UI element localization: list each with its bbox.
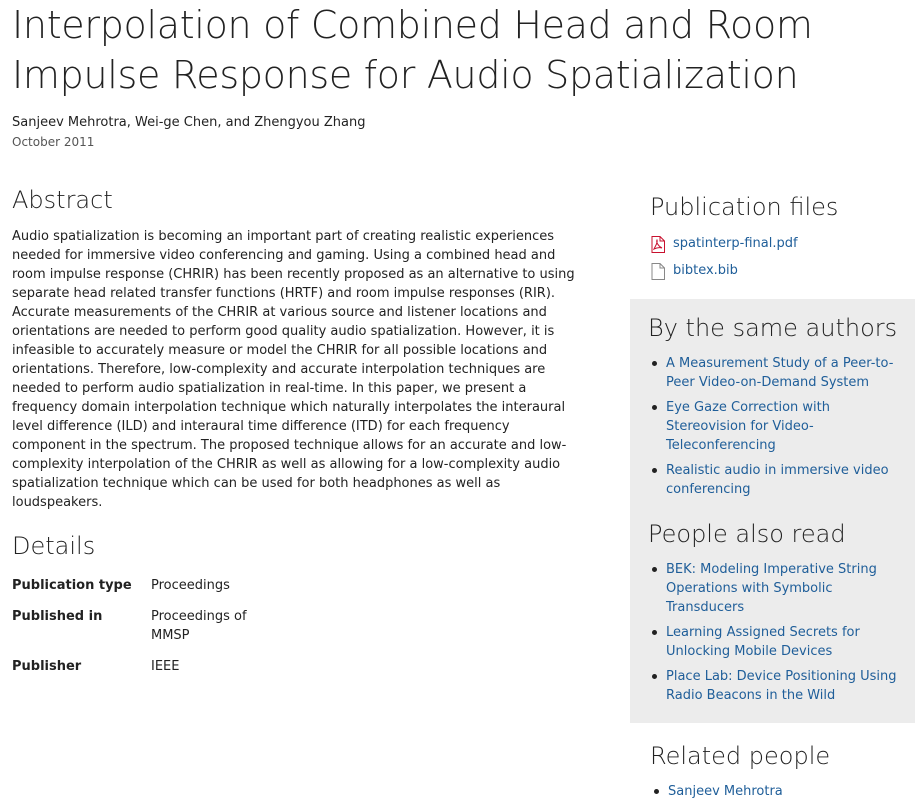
document-file-icon	[650, 263, 666, 280]
also-read-link[interactable]: BEK: Modeling Imperative String Operations with Symbolic Transducers	[666, 562, 877, 615]
people-also-read-heading: People also read	[648, 520, 846, 548]
publication-date: October 2011	[12, 135, 95, 149]
same-authors-list	[666, 354, 906, 505]
abstract-text: Audio spatialization is becoming an important part of creating realistic experiences needed for immersive video conferencing and gaming. Using a combined head and room impulse response (CHRIR) has been recently proposed as an alternative to using separate head related transfer functions (HRTF) and room impulse responses (RIR). Accurate measurements of the CHRIR at various source and listener locations and orientations are needed to perform good quality audio spatialization. However, it is infeasible to accurately measure or model the CHRIR for all possible locations and orientations. Therefore, low-complexity and accurate interpolation techniques are needed to perform audio spatialization in real-time. In this paper, we present a frequency domain interpolation technique which naturally interpolates the interaural level difference (ILD) and interaural time difference (ITD) for each frequency component in the spectrum. The proposed technique allows for an accurate and low-complexity interpolation of the CHRIR as well as allowing for a low-complexity audio spatialization technique which can be used for both headphones as well as loudspeakers.	[12, 229, 575, 510]
details-row-publication-type	[12, 576, 332, 595]
same-authors-link[interactable]: Realistic audio in immersive video conferencing	[666, 463, 889, 497]
same-authors-link[interactable]: Eye Gaze Correction with Stereovision for Video-Teleconferencing	[666, 400, 830, 453]
related-people-heading: Related people	[650, 742, 831, 770]
pdf-file-icon	[650, 236, 666, 253]
details-label: Published in	[12, 609, 103, 624]
details-table	[12, 576, 332, 688]
details-row-published-in	[12, 607, 332, 645]
also-read-link[interactable]: Learning Assigned Secrets for Unlocking Mobile Devices	[666, 625, 860, 659]
also-read-link[interactable]: Place Lab: Device Positioning Using Radio Beacons in the Wild	[666, 669, 897, 703]
people-also-read-list	[666, 560, 906, 711]
page-title: Interpolation of Combined Head and Room Impulse Response for Audio Spatialization	[12, 3, 813, 97]
list-item	[666, 667, 906, 705]
details-value: Proceedings	[151, 578, 230, 593]
list-item	[666, 398, 906, 455]
related-people-list	[668, 782, 908, 800]
same-authors-heading: By the same authors	[648, 314, 898, 342]
same-authors-link[interactable]: A Measurement Study of a Peer-to-Peer Video-on-Demand System	[666, 356, 894, 390]
list-item	[666, 461, 906, 499]
pdf-file-name: spatinterp-final.pdf	[673, 236, 798, 251]
details-row-publisher	[12, 657, 332, 676]
details-heading: Details	[12, 532, 96, 560]
details-label: Publisher	[12, 659, 82, 674]
bib-file-link[interactable]	[650, 262, 738, 280]
list-item	[668, 782, 908, 800]
details-value: Proceedings of MMSP	[151, 609, 247, 643]
list-item	[666, 354, 906, 392]
related-person-link[interactable]: Sanjeev Mehrotra	[668, 784, 783, 799]
details-value: IEEE	[151, 659, 180, 674]
bib-file-name: bibtex.bib	[673, 263, 738, 278]
list-item	[666, 560, 906, 617]
abstract-heading: Abstract	[12, 186, 113, 214]
authors: Sanjeev Mehrotra, Wei-ge Chen, and Zhengyou Zhang	[12, 115, 366, 130]
publication-files-heading: Publication files	[650, 193, 839, 221]
list-item	[666, 623, 906, 661]
pdf-file-link[interactable]	[650, 235, 798, 253]
details-label: Publication type	[12, 578, 132, 593]
